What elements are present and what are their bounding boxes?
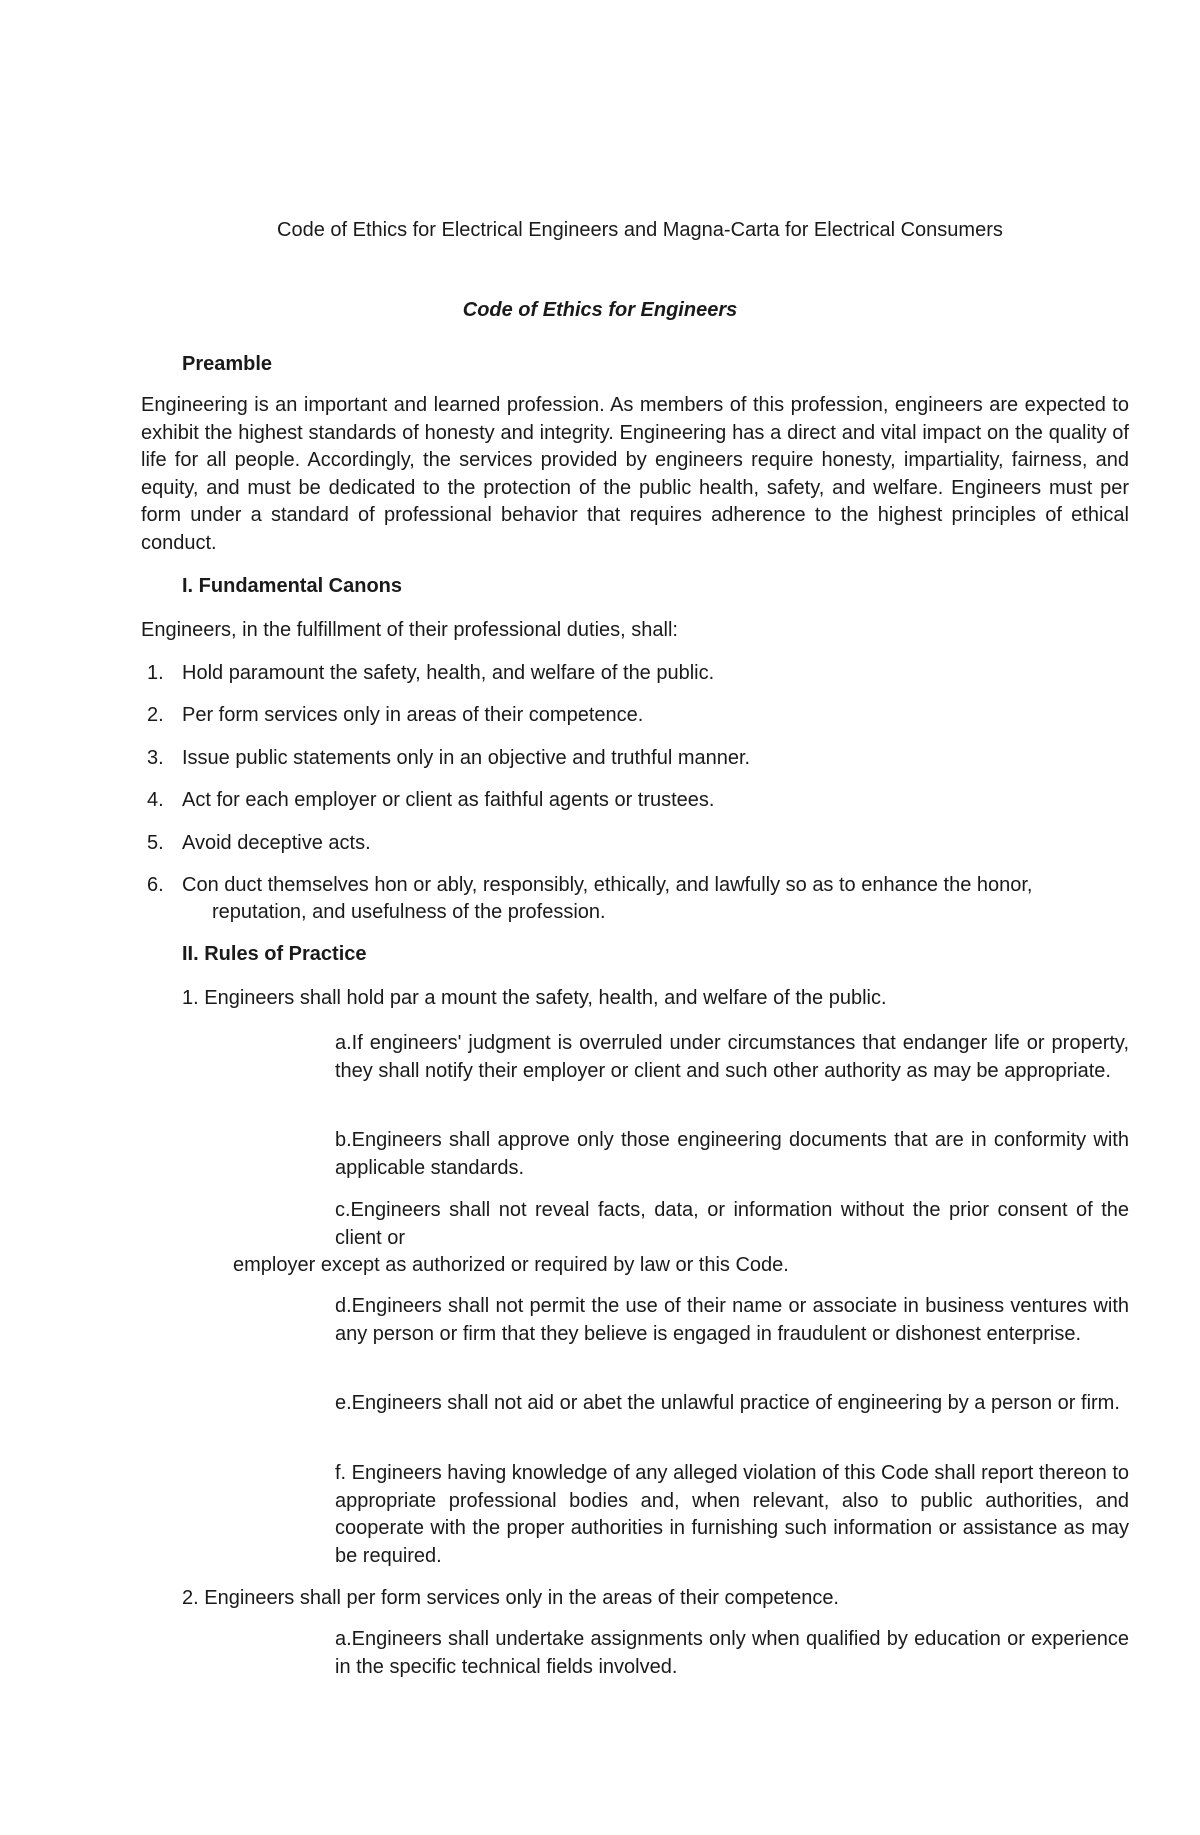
rule-1-item-f (253, 1460, 1129, 1570)
rule-1-item-a (253, 1030, 1129, 1085)
canon-number: 5. (147, 832, 164, 854)
rule-1-item-b (253, 1127, 1129, 1182)
rule-1-item-e (253, 1390, 1129, 1418)
preamble-heading: Preamble (182, 353, 273, 375)
rules-heading: II. Rules of Practice (182, 943, 367, 965)
canon-text: Act for each employer or client as faithful agents or trustees. (182, 789, 715, 811)
canons-intro: Engineers, in the fulfillment of their professional duties, shall: (141, 619, 678, 641)
canon-text-continued: reputation, and usefulness of the profession. (212, 901, 606, 923)
rule-1-item-a-text: a.If engineers' judgment is overruled under circumstances that endanger life or property, they shall notify their employer or client and such other authority as may be appropriate. (335, 1032, 1129, 1082)
canon-text: Avoid deceptive acts. (182, 832, 371, 854)
rule-2-item-a (253, 1626, 1129, 1681)
rule-1-item-d (253, 1293, 1129, 1348)
document-title: Code of Ethics for Electrical Engineers and Magna-Carta for Electrical Consumers (277, 219, 1003, 241)
rule-1-item-c-text: c.Engineers shall not reveal facts, data, or information without the prior consent of the client or (335, 1199, 1129, 1249)
canons-heading: I. Fundamental Canons (182, 575, 403, 597)
rule-1-item-d-text: d.Engineers shall not permit the use of their name or associate in business ventures with any person or firm that they believe is engaged in fraudulent or dishonest enterprise. (335, 1295, 1129, 1345)
canon-number: 4. (147, 789, 164, 811)
rule-1: 1. Engineers shall hold par a mount the safety, health, and welfare of the public. (182, 987, 887, 1009)
rule-2-item-a-text: a.Engineers shall undertake assignments only when qualified by education or experience in the specific technical fields involved. (335, 1628, 1129, 1678)
rule-1-item-b-text: b.Engineers shall approve only those engineering documents that are in conformity with applicable standards. (335, 1129, 1129, 1179)
canon-text: Per form services only in areas of their competence. (182, 704, 644, 726)
canon-number: 6. (147, 874, 164, 896)
canon-text: Hold paramount the safety, health, and welfare of the public. (182, 662, 715, 684)
rule-2: 2. Engineers shall per form services only in the areas of their competence. (182, 1587, 839, 1609)
canon-number: 3. (147, 747, 164, 769)
canon-number: 1. (147, 662, 164, 684)
rule-1-item-c-continued: employer except as authorized or required by law or this Code. (233, 1254, 789, 1276)
rule-1-item-c (253, 1197, 1129, 1252)
document-subtitle: Code of Ethics for Engineers (462, 299, 738, 321)
canon-number: 2. (147, 704, 164, 726)
canon-text: Issue public statements only in an objective and truthful manner. (182, 747, 751, 769)
canon-text: Con duct themselves hon or ably, responsibly, ethically, and lawfully so as to enhance the honor, (182, 874, 1033, 896)
rule-1-item-f-text: f. Engineers having knowledge of any alleged violation of this Code shall report thereon to appropriate professional bodies and, when relevant, also to public authorities, and cooperate with the proper authorities in furnishing such information or assistance as may be required. (335, 1462, 1129, 1567)
preamble-paragraph: Engineering is an important and learned profession. As members of this profession, engineers are expected to exhibit the highest standards of honesty and integrity. Engineering has a direct and vital impact on the quality of life for all people. Accordingly, the services provided by engineers require honesty, impartiality, fairness, and equity, and must be dedicated to the protection of the public health, safety, and welfare. Engineers must per form under a standard of professional behavior that requires adherence to the highest principles of ethical conduct. (141, 394, 1129, 554)
rule-1-item-e-text: e.Engineers shall not aid or abet the unlawful practice of engineering by a person or firm. (335, 1392, 1120, 1414)
